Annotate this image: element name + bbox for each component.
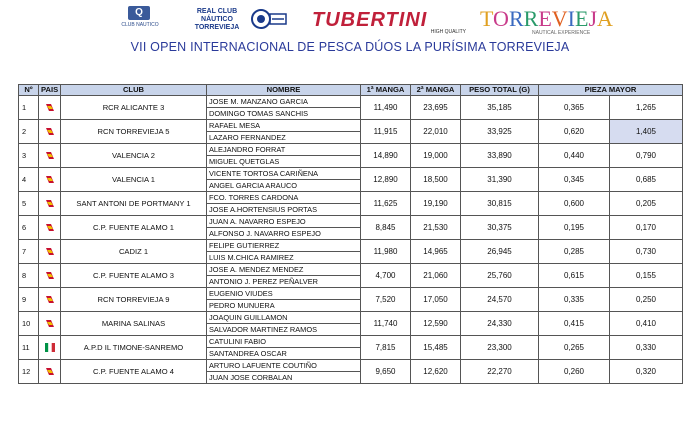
participant-name-2: SANTANDREA OSCAR xyxy=(207,348,361,360)
participant-name-1: ALEJANDRO FORRAT xyxy=(207,144,361,156)
club-name: CADIZ 1 xyxy=(61,240,207,264)
participant-name-2: ALFONSO J. NAVARRO ESPEJO xyxy=(207,228,361,240)
peso-total-value: 24,570 xyxy=(461,288,539,312)
club-name: RCR ALICANTE 3 xyxy=(61,96,207,120)
participant-name-1: CATULINI FABIO xyxy=(207,336,361,348)
real-club-nautico-torrevieja-logo xyxy=(186,8,306,34)
peso-total-value: 24,330 xyxy=(461,312,539,336)
peso-total-value: 33,925 xyxy=(461,120,539,144)
peso-total-value: 22,270 xyxy=(461,360,539,384)
spain-flag-icon xyxy=(39,144,61,168)
participant-name-1: ARTURO LAFUENTE COUTIÑO xyxy=(207,360,361,372)
pieza-mayor-1-value: 0,440 xyxy=(539,144,610,168)
pieza-mayor-1-value: 0,285 xyxy=(539,240,610,264)
participant-name-1: VICENTE TORTOSA CARIÑENA xyxy=(207,168,361,180)
row-number: 5 xyxy=(19,192,39,216)
spain-flag-icon xyxy=(39,168,61,192)
manga1-value: 7,520 xyxy=(361,288,411,312)
row-number: 9 xyxy=(19,288,39,312)
peso-total-value: 35,185 xyxy=(461,96,539,120)
participant-name-1: FELIPE GUTIERREZ xyxy=(207,240,361,252)
pieza-mayor-1-value: 0,620 xyxy=(539,120,610,144)
manga2-value: 19,000 xyxy=(411,144,461,168)
pieza-mayor-1-value: 0,265 xyxy=(539,336,610,360)
results-body xyxy=(19,96,683,384)
peso-total-value: 25,760 xyxy=(461,264,539,288)
row-number: 3 xyxy=(19,144,39,168)
tubertini-logo xyxy=(312,10,468,36)
participant-name-1: JOSE M. MANZANO GARCIA xyxy=(207,96,361,108)
manga2-value: 17,050 xyxy=(411,288,461,312)
club-name: SANT ANTONI DE PORTMANY 1 xyxy=(61,192,207,216)
row-number: 6 xyxy=(19,216,39,240)
pieza-mayor-2-value: 0,330 xyxy=(610,336,683,360)
participant-name-2: SALVADOR MARTINEZ RAMOS xyxy=(207,324,361,336)
manga1-value: 12,890 xyxy=(361,168,411,192)
pieza-mayor-1-value: 0,365 xyxy=(539,96,610,120)
header-nombre: NOMBRE xyxy=(207,85,361,96)
table-row xyxy=(19,216,683,228)
header-manga2: 2ª MANGA xyxy=(411,85,461,96)
club-name: C.P. FUENTE ALAMO 1 xyxy=(61,216,207,240)
peso-total-value: 30,815 xyxy=(461,192,539,216)
participant-name-2: ANGEL GARCIA ARAUCO xyxy=(207,180,361,192)
table-header-row xyxy=(19,85,683,96)
pieza-mayor-1-value: 0,260 xyxy=(539,360,610,384)
manga1-value: 14,890 xyxy=(361,144,411,168)
peso-total-value: 31,390 xyxy=(461,168,539,192)
spain-flag-icon xyxy=(39,288,61,312)
pieza-mayor-2-value: 0,170 xyxy=(610,216,683,240)
spain-flag-icon xyxy=(39,360,61,384)
spain-flag-icon xyxy=(39,312,61,336)
manga1-value: 11,740 xyxy=(361,312,411,336)
pieza-mayor-2-value: 1,405 xyxy=(610,120,683,144)
spain-flag-icon xyxy=(39,216,61,240)
torrevieja-tagline: NAUTICAL EXPERIENCE xyxy=(532,30,591,36)
club-name: RCN TORREVIEJA 5 xyxy=(61,120,207,144)
torrevieja-logo-text: TORREVIEJA xyxy=(480,6,613,31)
manga2-value: 21,060 xyxy=(411,264,461,288)
manga2-value: 22,010 xyxy=(411,120,461,144)
peso-total-value: 33,890 xyxy=(461,144,539,168)
table-row xyxy=(19,360,683,372)
manga2-value: 19,190 xyxy=(411,192,461,216)
manga2-value: 21,530 xyxy=(411,216,461,240)
pieza-mayor-1-value: 0,195 xyxy=(539,216,610,240)
manga1-value: 9,650 xyxy=(361,360,411,384)
spain-flag-icon xyxy=(39,264,61,288)
manga1-value: 4,700 xyxy=(361,264,411,288)
club-name: A.P.D IL TIMONE-SANREMO xyxy=(61,336,207,360)
participant-name-1: JUAN A. NAVARRO ESPEJO xyxy=(207,216,361,228)
pieza-mayor-2-value: 0,790 xyxy=(610,144,683,168)
table-row xyxy=(19,96,683,108)
manga2-value: 15,485 xyxy=(411,336,461,360)
header-club: CLUB xyxy=(61,85,207,96)
row-number: 11 xyxy=(19,336,39,360)
row-number: 10 xyxy=(19,312,39,336)
pieza-mayor-1-value: 0,600 xyxy=(539,192,610,216)
manga1-value: 11,490 xyxy=(361,96,411,120)
manga1-value: 11,915 xyxy=(361,120,411,144)
pieza-mayor-2-value: 0,155 xyxy=(610,264,683,288)
table-row xyxy=(19,336,683,348)
participant-name-1: JOAQUIN GUILLAMON xyxy=(207,312,361,324)
row-number: 12 xyxy=(19,360,39,384)
manga2-value: 18,500 xyxy=(411,168,461,192)
spain-flag-icon xyxy=(39,96,61,120)
table-row xyxy=(19,120,683,132)
participant-name-1: JOSE A. MENDEZ MENDEZ xyxy=(207,264,361,276)
club-name: VALENCIA 1 xyxy=(61,168,207,192)
club-nautico-logo xyxy=(100,6,180,30)
manga1-value: 7,815 xyxy=(361,336,411,360)
page-title: VII OPEN INTERNACIONAL DE PESCA DÚOS LA PURÍSIMA TORREVIEJA xyxy=(130,40,570,54)
row-number: 1 xyxy=(19,96,39,120)
pieza-mayor-1-value: 0,415 xyxy=(539,312,610,336)
pieza-mayor-2-value: 1,265 xyxy=(610,96,683,120)
pieza-mayor-1-value: 0,345 xyxy=(539,168,610,192)
pieza-mayor-1-value: 0,615 xyxy=(539,264,610,288)
manga2-value: 14,965 xyxy=(411,240,461,264)
pieza-mayor-2-value: 0,205 xyxy=(610,192,683,216)
participant-name-2: JUAN JOSE CORBALAN xyxy=(207,372,361,384)
header-pieza-mayor: PIEZA MAYOR xyxy=(539,85,683,96)
pieza-mayor-1-value: 0,335 xyxy=(539,288,610,312)
italy-flag-icon xyxy=(39,336,61,360)
torrevieja-logo xyxy=(480,8,620,36)
participant-name-1: FCO. TORRES CARDONA xyxy=(207,192,361,204)
participant-name-1: RAFAEL MESA xyxy=(207,120,361,132)
logo2-line1: REAL CLUB xyxy=(196,8,238,15)
table-row xyxy=(19,264,683,276)
pieza-mayor-2-value: 0,320 xyxy=(610,360,683,384)
spain-flag-icon xyxy=(39,192,61,216)
club-name: RCN TORREVIEJA 9 xyxy=(61,288,207,312)
table-row xyxy=(19,240,683,252)
table-row xyxy=(19,288,683,300)
row-number: 4 xyxy=(19,168,39,192)
results-table xyxy=(18,84,683,384)
tubertini-tagline: HIGH QUALITY xyxy=(430,29,466,35)
participant-name-2: PEDRO MUNUERA xyxy=(207,300,361,312)
table-row xyxy=(19,144,683,156)
participant-name-2: LUIS M.CHICA RAMIREZ xyxy=(207,252,361,264)
pieza-mayor-2-value: 0,685 xyxy=(610,168,683,192)
logo2-line3: TORREVIEJA xyxy=(194,24,240,31)
club-name: C.P. FUENTE ALAMO 4 xyxy=(61,360,207,384)
manga1-value: 11,625 xyxy=(361,192,411,216)
club-name: VALENCIA 2 xyxy=(61,144,207,168)
row-number: 8 xyxy=(19,264,39,288)
row-number: 2 xyxy=(19,120,39,144)
participant-name-2: MIGUEL QUETGLAS xyxy=(207,156,361,168)
rcnt-emblem-icon xyxy=(250,8,288,30)
manga2-value: 23,695 xyxy=(411,96,461,120)
club-nautico-logo-caption: CLUB NAUTICO xyxy=(121,22,159,28)
sponsor-logos xyxy=(0,0,700,38)
manga2-value: 12,590 xyxy=(411,312,461,336)
row-number: 7 xyxy=(19,240,39,264)
pieza-mayor-2-value: 0,730 xyxy=(610,240,683,264)
manga2-value: 12,620 xyxy=(411,360,461,384)
spain-flag-icon xyxy=(39,120,61,144)
pieza-mayor-2-value: 0,250 xyxy=(610,288,683,312)
peso-total-value: 26,945 xyxy=(461,240,539,264)
header-pais: PAIS xyxy=(39,85,61,96)
table-row xyxy=(19,192,683,204)
peso-total-value: 30,375 xyxy=(461,216,539,240)
pieza-mayor-2-value: 0,410 xyxy=(610,312,683,336)
participant-name-2: LAZARO FERNANDEZ xyxy=(207,132,361,144)
header-manga1: 1ª MANGA xyxy=(361,85,411,96)
participant-name-2: ANTONIO J. PEREZ PEÑALVER xyxy=(207,276,361,288)
header-num: Nº xyxy=(19,85,39,96)
spain-flag-icon xyxy=(39,240,61,264)
participant-name-2: JOSE A.HORTENSIUS PORTAS xyxy=(207,204,361,216)
header-peso-total: PESO TOTAL (G) xyxy=(461,85,539,96)
participant-name-2: DOMINGO TOMAS SANCHIS xyxy=(207,108,361,120)
manga1-value: 8,845 xyxy=(361,216,411,240)
club-name: MARINA SALINAS xyxy=(61,312,207,336)
logo2-line2: NÁUTICO xyxy=(201,16,233,23)
table-row xyxy=(19,168,683,180)
club-name: C.P. FUENTE ALAMO 3 xyxy=(61,264,207,288)
club-emblem-icon: Q xyxy=(128,6,150,20)
table-row xyxy=(19,312,683,324)
tubertini-logo-text: TUBERTINI xyxy=(312,9,428,31)
peso-total-value: 23,300 xyxy=(461,336,539,360)
participant-name-1: EUGENIO VIUDES xyxy=(207,288,361,300)
manga1-value: 11,980 xyxy=(361,240,411,264)
